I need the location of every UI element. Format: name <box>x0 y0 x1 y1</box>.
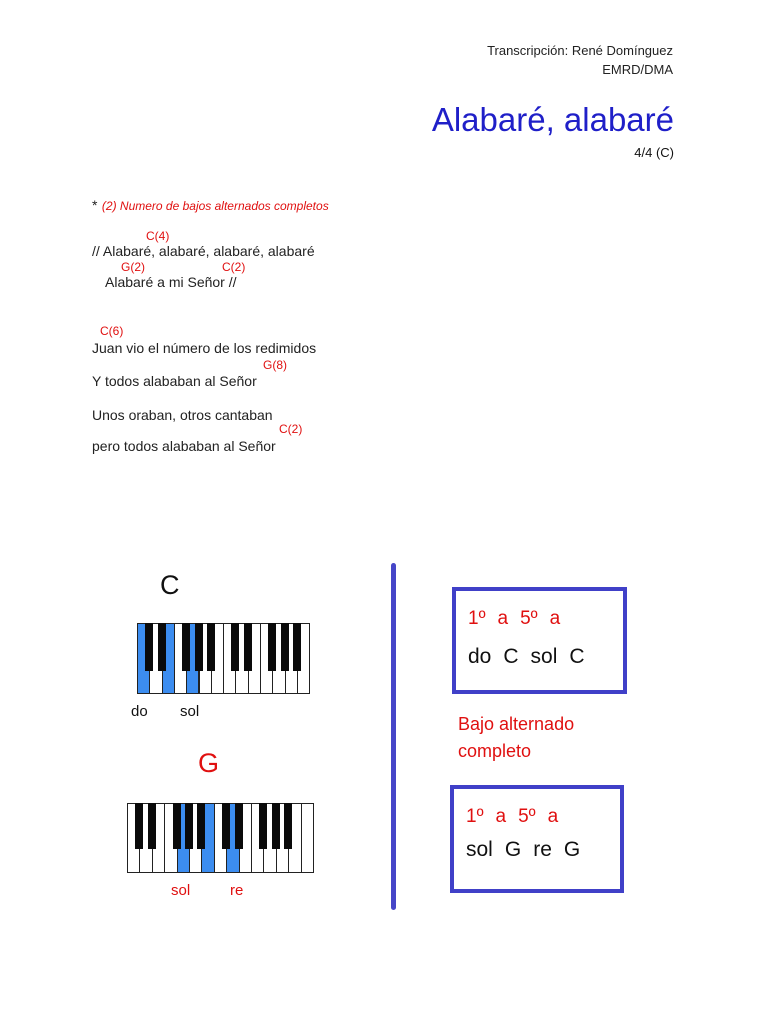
chord-label: G(2) <box>121 260 145 274</box>
piano-keyboard-c <box>137 623 310 694</box>
chord-label: C(2) <box>222 260 246 274</box>
note-label: G <box>504 838 522 861</box>
black-key <box>293 623 301 671</box>
black-key <box>207 623 215 671</box>
black-key <box>158 623 166 671</box>
black-key <box>268 623 276 671</box>
black-key <box>244 623 252 671</box>
chord-name-g: G <box>198 748 220 778</box>
black-key <box>197 803 205 849</box>
black-key <box>173 803 181 849</box>
bass-pattern-box-c <box>452 587 627 694</box>
note-label: sol <box>171 882 191 899</box>
degree-label: a <box>495 806 507 827</box>
black-key <box>135 803 143 849</box>
note-label: C <box>503 645 519 668</box>
note-label: re <box>230 882 244 899</box>
degree-label: 1º <box>466 806 484 827</box>
black-key <box>182 623 190 671</box>
note-label: sol <box>530 645 558 668</box>
bass-note <box>92 197 329 215</box>
lyric-line: Alabaré a mi Señor // <box>105 274 237 290</box>
black-key <box>281 623 289 671</box>
note-label: sol <box>180 703 200 720</box>
degree-label: a <box>497 608 509 629</box>
degree-row <box>466 806 570 828</box>
lyric-line: Juan vio el número de los redimidos <box>92 340 317 356</box>
black-key <box>235 803 243 849</box>
black-key <box>185 803 193 849</box>
transcription-credit: Transcripción: René Domínguez <box>487 43 673 58</box>
chord-label: C(4) <box>146 229 170 243</box>
black-key <box>148 803 156 849</box>
note-label: sol <box>466 838 493 861</box>
note-label: do <box>131 703 148 720</box>
black-key <box>145 623 153 671</box>
black-key <box>259 803 267 849</box>
degree-label: 5º <box>518 806 536 827</box>
note-row <box>466 838 592 862</box>
organization: EMRD/DMA <box>602 62 673 77</box>
black-key <box>195 623 203 671</box>
degree-label: 5º <box>520 608 538 629</box>
bass-caption: Bajo alternado completo <box>458 714 575 761</box>
degree-label: 1º <box>468 608 486 629</box>
black-key <box>284 803 292 849</box>
time-signature: 4/4 (C) <box>634 145 674 160</box>
white-key <box>301 803 314 873</box>
bass-pattern-box-g <box>450 785 624 893</box>
song-title: Alabaré, alabaré <box>431 101 674 138</box>
black-key <box>222 803 230 849</box>
degree-label: a <box>549 608 561 629</box>
chord-label: G(8) <box>263 358 287 372</box>
degree-row <box>468 608 572 630</box>
chord-name-c: C <box>160 570 180 600</box>
lyric-line: Unos oraban, otros cantaban <box>92 407 273 423</box>
note-label: re <box>533 838 552 861</box>
note-label: do <box>468 645 492 668</box>
lyric-line: Y todos alababan al Señor <box>92 373 257 389</box>
chord-label: C(2) <box>279 422 303 436</box>
piano-keyboard-g <box>127 803 314 873</box>
note-text: (2) Numero de bajos alternados completos <box>101 199 329 213</box>
vertical-divider <box>391 563 396 910</box>
lyric-line: // Alabaré, alabaré, alabaré, alabaré <box>92 243 315 259</box>
black-key <box>272 803 280 849</box>
black-key <box>231 623 239 671</box>
note-row <box>468 645 597 669</box>
degree-label: a <box>547 806 559 827</box>
chord-label: C(6) <box>100 324 124 338</box>
note-label: C <box>569 645 585 668</box>
note-label: G <box>563 838 581 861</box>
lyric-line: pero todos alababan al Señor <box>92 438 276 454</box>
note-asterisk: * <box>92 197 98 213</box>
